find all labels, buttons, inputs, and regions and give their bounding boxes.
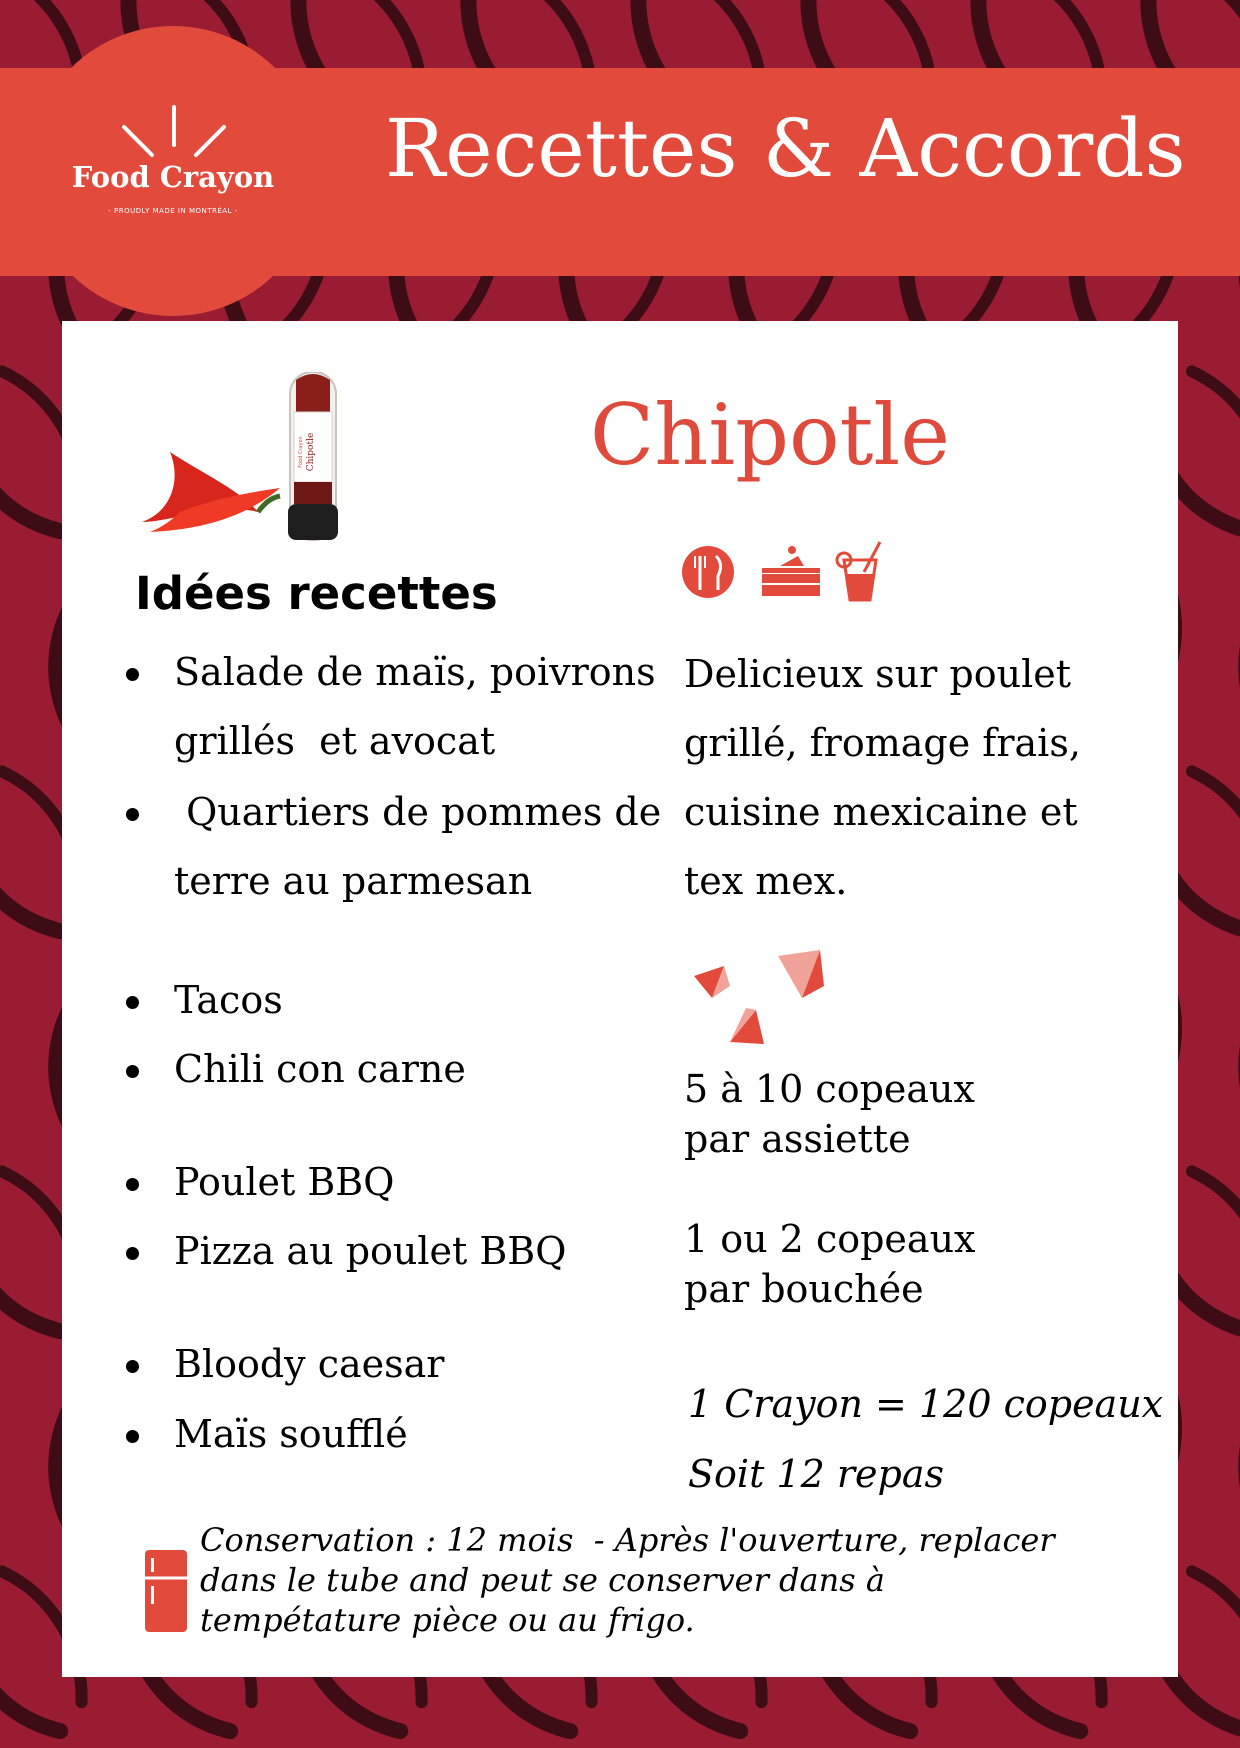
plate-fork-knife-icon [682,546,734,598]
recipe-ideas-heading: Idées recettes [135,567,498,620]
fridge-icon [143,1548,189,1634]
bullet-icon [126,1247,139,1260]
bullet-icon [126,1065,139,1078]
chili-pattern-shape [1212,957,1240,1153]
recipe-item-text: Pizza au poulet BBQ [174,1229,567,1273]
usage-line: cuisine mexicaine et [684,790,1078,834]
chili-pepper-icon [142,452,280,532]
cocktail-glass-icon [837,542,880,600]
tube-label-brand: Food Crayon [298,436,304,468]
bullet-icon [126,996,139,1009]
bullet-icon [126,808,139,821]
recipe-item-text: Quartiers de pommes de [174,790,662,834]
dosage-line: par assiette [684,1117,911,1161]
bullet-icon [126,1430,139,1443]
usage-description [684,640,1154,916]
yield-meals: Soit 12 repas [688,1452,944,1496]
recipe-item-text: Bloody caesar [174,1342,445,1386]
conservation-note [200,1520,1120,1640]
shavings-icon [690,946,830,1046]
bullet-icon [126,1178,139,1191]
product-illustration [130,372,370,544]
usage-line: Delicieux sur poulet [684,652,1071,696]
banner-title: Recettes & Accords [385,102,1186,195]
conservation-line: dans le tube and peut se conserver dans à [200,1561,885,1599]
recipe-item-text: Tacos [174,978,283,1022]
logo-rays-icon [118,105,230,165]
dosage-line: par bouchée [684,1267,924,1311]
yield-crayon-shavings: 1 Crayon = 120 copeaux [688,1382,1164,1426]
pairing-icons [680,538,900,602]
dosage-per-plate [684,1064,1104,1164]
recipe-item-text: Maïs soufflé [174,1412,408,1456]
recipe-item-text: Salade de maïs, poivrons [174,650,656,694]
bullet-icon [126,1360,139,1373]
recipe-item-text: grillés et avocat [174,719,496,763]
usage-line: tex mex. [684,859,848,903]
dosage-line: 1 ou 2 copeaux [684,1217,976,1261]
conservation-line: tempétature pièce ou au frigo. [200,1601,695,1639]
dosage-line: 5 à 10 copeaux [684,1067,975,1111]
crayon-tube-icon [288,372,338,540]
dosage-per-bite [684,1214,1104,1314]
chili-pattern-shape [1212,1357,1240,1553]
conservation-line: Conservation : 12 mois - Après l'ouverture, replacer [200,1521,1055,1559]
tube-label-flavor: Chipotle [306,432,316,472]
product-name: Chipotle [590,386,950,484]
chili-pattern-shape [1212,557,1240,753]
bullet-icon [126,668,139,681]
recipe-item-text: terre au parmesan [174,859,533,903]
brand-tagline: - PROUDLY MADE IN MONTRÉAL - [108,207,238,215]
usage-line: grillé, fromage frais, [684,721,1081,765]
recipe-item-text: Chili con carne [174,1047,466,1091]
cake-slice-icon [762,546,820,596]
brand-name: Food Crayon [71,160,275,194]
recipe-item-text: Poulet BBQ [174,1160,395,1204]
